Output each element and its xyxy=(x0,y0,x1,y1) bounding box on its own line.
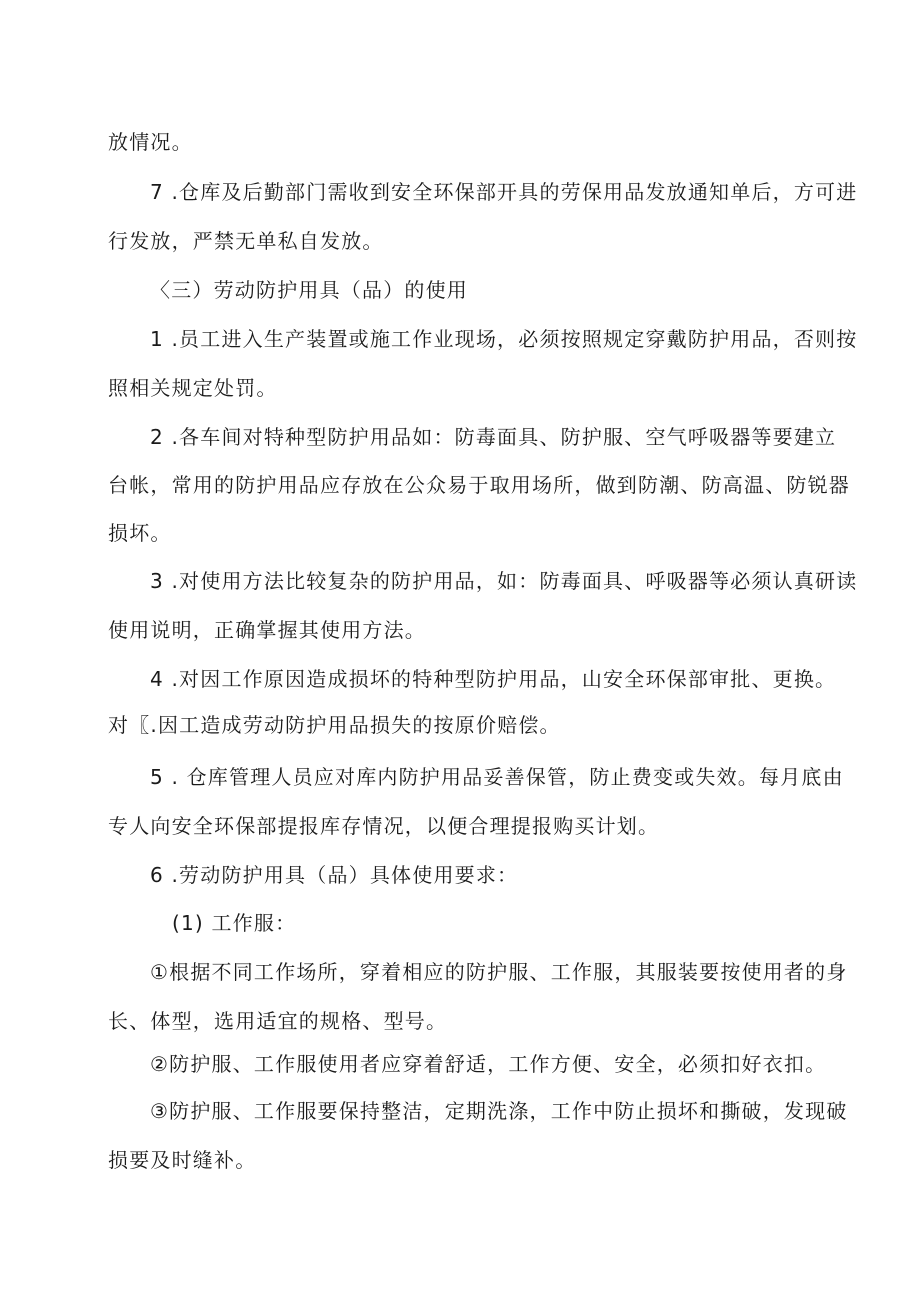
section-heading: 〈三）劳动防护用具（品）的使用 xyxy=(150,278,468,302)
paragraph-line: 长、体型，选用适宜的规格、型号。 xyxy=(108,1009,448,1033)
paragraph-line: 放情况。 xyxy=(108,130,193,154)
sub-heading: (1) 工作服： xyxy=(172,911,297,935)
paragraph-line: 4 .对因工作原因造成损坏的特种型防护用品，山安全环保部审批、更换。 xyxy=(150,667,837,691)
paragraph-line: 损坏。 xyxy=(108,521,172,545)
paragraph-line: 使用说明，正确掌握其使用方法。 xyxy=(108,618,426,642)
paragraph-line: 台帐，常用的防护用品应存放在公众易于取用场所，做到防潮、防高温、防锐器 xyxy=(108,473,850,497)
paragraph-line: ①根据不同工作场所，穿着相应的防护服、工作服，其服装要按使用者的身 xyxy=(150,960,848,984)
paragraph-line: 3 .对使用方法比较复杂的防护用品，如：防毒面具、呼吸器等必须认真研读 xyxy=(150,569,858,593)
paragraph-line: 1 .员工进入生产装置或施工作业现场，必须按照规定穿戴防护用品，否则按 xyxy=(150,327,858,351)
paragraph-line: 2 .各车间对特种型防护用品如：防毒面具、防护服、空气呼吸器等要建立 xyxy=(150,425,837,449)
list-heading: 6 .劳动防护用具（品）具体使用要求： xyxy=(150,863,519,887)
paragraph-line: ③防护服、工作服要保持整洁，定期洗涤，工作中防止损坏和撕破，发现破 xyxy=(150,1099,848,1123)
paragraph-line: ②防护服、工作服使用者应穿着舒适，工作方便、安全，必须扣好衣扣。 xyxy=(150,1052,827,1076)
paragraph-line: 损要及时缝补。 xyxy=(108,1148,257,1172)
paragraph-line: 5 . 仓库管理人员应对库内防护用品妥善保管，防止费变或失效。每月底由 xyxy=(150,765,844,789)
paragraph-line: 7 .仓库及后勤部门需收到安全环保部开具的劳保用品发放通知单后，方可进 xyxy=(150,180,858,204)
paragraph-line: 对〖.因工造成劳动防护用品损失的按原价赔偿。 xyxy=(108,713,561,737)
paragraph-line: 照相关规定处罚。 xyxy=(108,376,278,400)
paragraph-line: 专人向安全环保部提报库存情况，以便合理提报购买计划。 xyxy=(108,814,660,838)
paragraph-line: 行发放，严禁无单私自发放。 xyxy=(108,229,384,253)
